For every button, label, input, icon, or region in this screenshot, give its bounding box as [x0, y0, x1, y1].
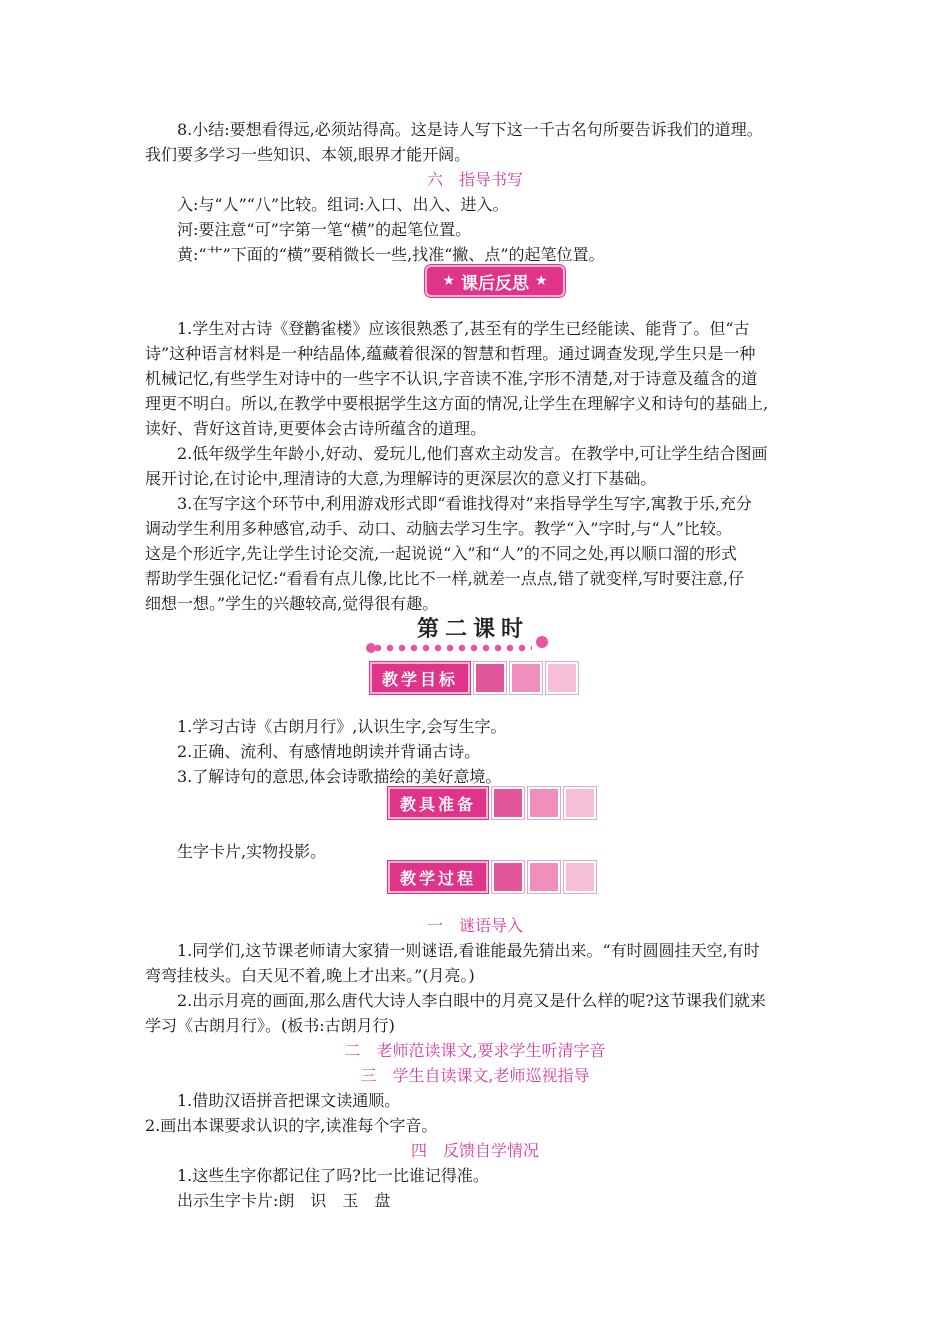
paragraph-line: 3.在写字这个环节中,利用游戏形式即“看谁找得对”来指导学生写字,寓教于乐,充分: [177, 494, 752, 513]
paragraph-line: 2.低年级学生年龄小,好动、爱玩儿,他们喜欢主动发言。在教学中,可让学生结合图画: [177, 444, 768, 463]
decor-square: [492, 861, 524, 893]
decor-square: [474, 662, 506, 694]
paragraph-line: 展开讨论,在讨论中,理清诗的大意,为理解诗的更深层次的意义打下基础。: [145, 469, 657, 488]
writing-note: 黄:“艹”下面的“横”要稍微长一些,找准“撇、点”的起笔位置。: [177, 245, 605, 264]
dotted-divider: [372, 644, 532, 652]
section-process: [388, 861, 596, 893]
paragraph-line: 帮助学生强化记忆:“看看有点儿像,比比不一样,就差一点点,错了就变样,写时要注意,仔: [145, 569, 745, 588]
goal-item: 3.了解诗句的意思,体会诗歌描绘的美好意境。: [177, 767, 502, 786]
paragraph-line: 1.同学们,这节课老师请大家猜一则谜语,看谁能最先猜出来。“有时圆圆挂天空,有时: [177, 941, 760, 960]
paragraph-line: 机械记忆,有些学生对诗中的一些字不认识,字音读不准,字形不清楚,对于诗意及蕴含的道: [145, 369, 758, 388]
paragraph-line: 2.出示月亮的画面,那么唐代大诗人李白眼中的月亮又是什么样的呢?这节课我们就来: [177, 991, 766, 1010]
summary-line: 8.小结:要想看得远,必须站得高。这是诗人写下这一千古名句所要告诉我们的道理。: [177, 120, 763, 139]
paragraph-line: 弯弯挂枝头。白天见不着,晚上才出来。”(月亮。): [145, 966, 475, 985]
section-label: 教具准备: [388, 787, 488, 819]
banner-label: 课后反思: [461, 273, 529, 294]
tools-text: 生字卡片,实物投影。: [177, 842, 327, 861]
star-icon: ★: [535, 273, 548, 289]
writing-note: 入:与“人”“八”比较。组词:入口、出入、进入。: [177, 195, 509, 214]
paragraph-line: 细想一想。”学生的兴趣较高,觉得很有趣。: [145, 594, 439, 613]
decor-square: [546, 662, 578, 694]
decorative-dot: [536, 636, 548, 648]
paragraph-line: 1.借助汉语拼音把课文读通顺。: [177, 1091, 401, 1110]
paragraph-line: 2.画出本课要求认识的字,读准每个字音。: [145, 1116, 438, 1135]
paragraph-line: 1.学生对古诗《登鹳雀楼》应该很熟悉了,甚至有的学生已经能读、能背了。但“古: [177, 319, 750, 338]
reflection-banner: [425, 265, 565, 297]
section-label: 教学目标: [370, 662, 470, 694]
paragraph-line: 调动学生利用多种感官,动手、动口、动脑去学习生字。教学“入”字时,与“人”比较。: [145, 519, 732, 538]
section-heading: 二 老师范读课文,要求学生听清字音: [344, 1041, 606, 1060]
paragraph-line: 学习《古朗月行》。(板书:古朗月行): [145, 1016, 395, 1035]
section-heading: 四 反馈自学情况: [410, 1141, 539, 1160]
decor-square: [528, 861, 560, 893]
paragraph-line: 理更不明白。所以,在教学中要根据学生这方面的情况,让学生在理解字义和诗句的基础上,: [145, 394, 769, 413]
decor-square: [528, 787, 560, 819]
paragraph-line: 诗”这种语言材料是一种结晶体,蕴藏着很深的智慧和哲理。通过调查发现,学生只是一种: [145, 344, 756, 363]
summary-line: 我们要多学习一些知识、本领,眼界才能开阔。: [145, 145, 471, 164]
decor-square: [564, 861, 596, 893]
section-heading: 三 学生自读课文,老师巡视指导: [360, 1066, 590, 1085]
section-heading: 一 谜语导入: [426, 916, 523, 935]
goal-item: 1.学习古诗《古朗月行》,认识生字,会写生字。: [177, 717, 507, 736]
paragraph-line: 读好、背好这首诗,更要体会古诗所蕴含的道理。: [145, 419, 487, 438]
goal-item: 2.正确、流利、有感情地朗读并背诵古诗。: [177, 742, 481, 761]
paragraph-line: 出示生字卡片:朗 识 玉 盘: [177, 1191, 391, 1210]
writing-note: 河:要注意“可”字第一笔“横”的起笔位置。: [177, 220, 472, 239]
paragraph-line: 1.这些生字你都记住了吗?比一比谁记得准。: [177, 1166, 489, 1185]
decor-square: [510, 662, 542, 694]
section-label: 教学过程: [388, 861, 488, 893]
decor-square: [564, 787, 596, 819]
decor-square: [492, 787, 524, 819]
section-heading: 六 指导书写: [426, 170, 523, 189]
paragraph-line: 这是个形近字,先让学生讨论交流,一起说说“入”和“人”的不同之处,再以顺口溜的形式: [145, 544, 737, 563]
section-goals: [370, 662, 578, 694]
section-tools: [388, 787, 596, 819]
lesson-title: 第二课时: [416, 617, 529, 642]
star-icon: ★: [442, 273, 455, 289]
